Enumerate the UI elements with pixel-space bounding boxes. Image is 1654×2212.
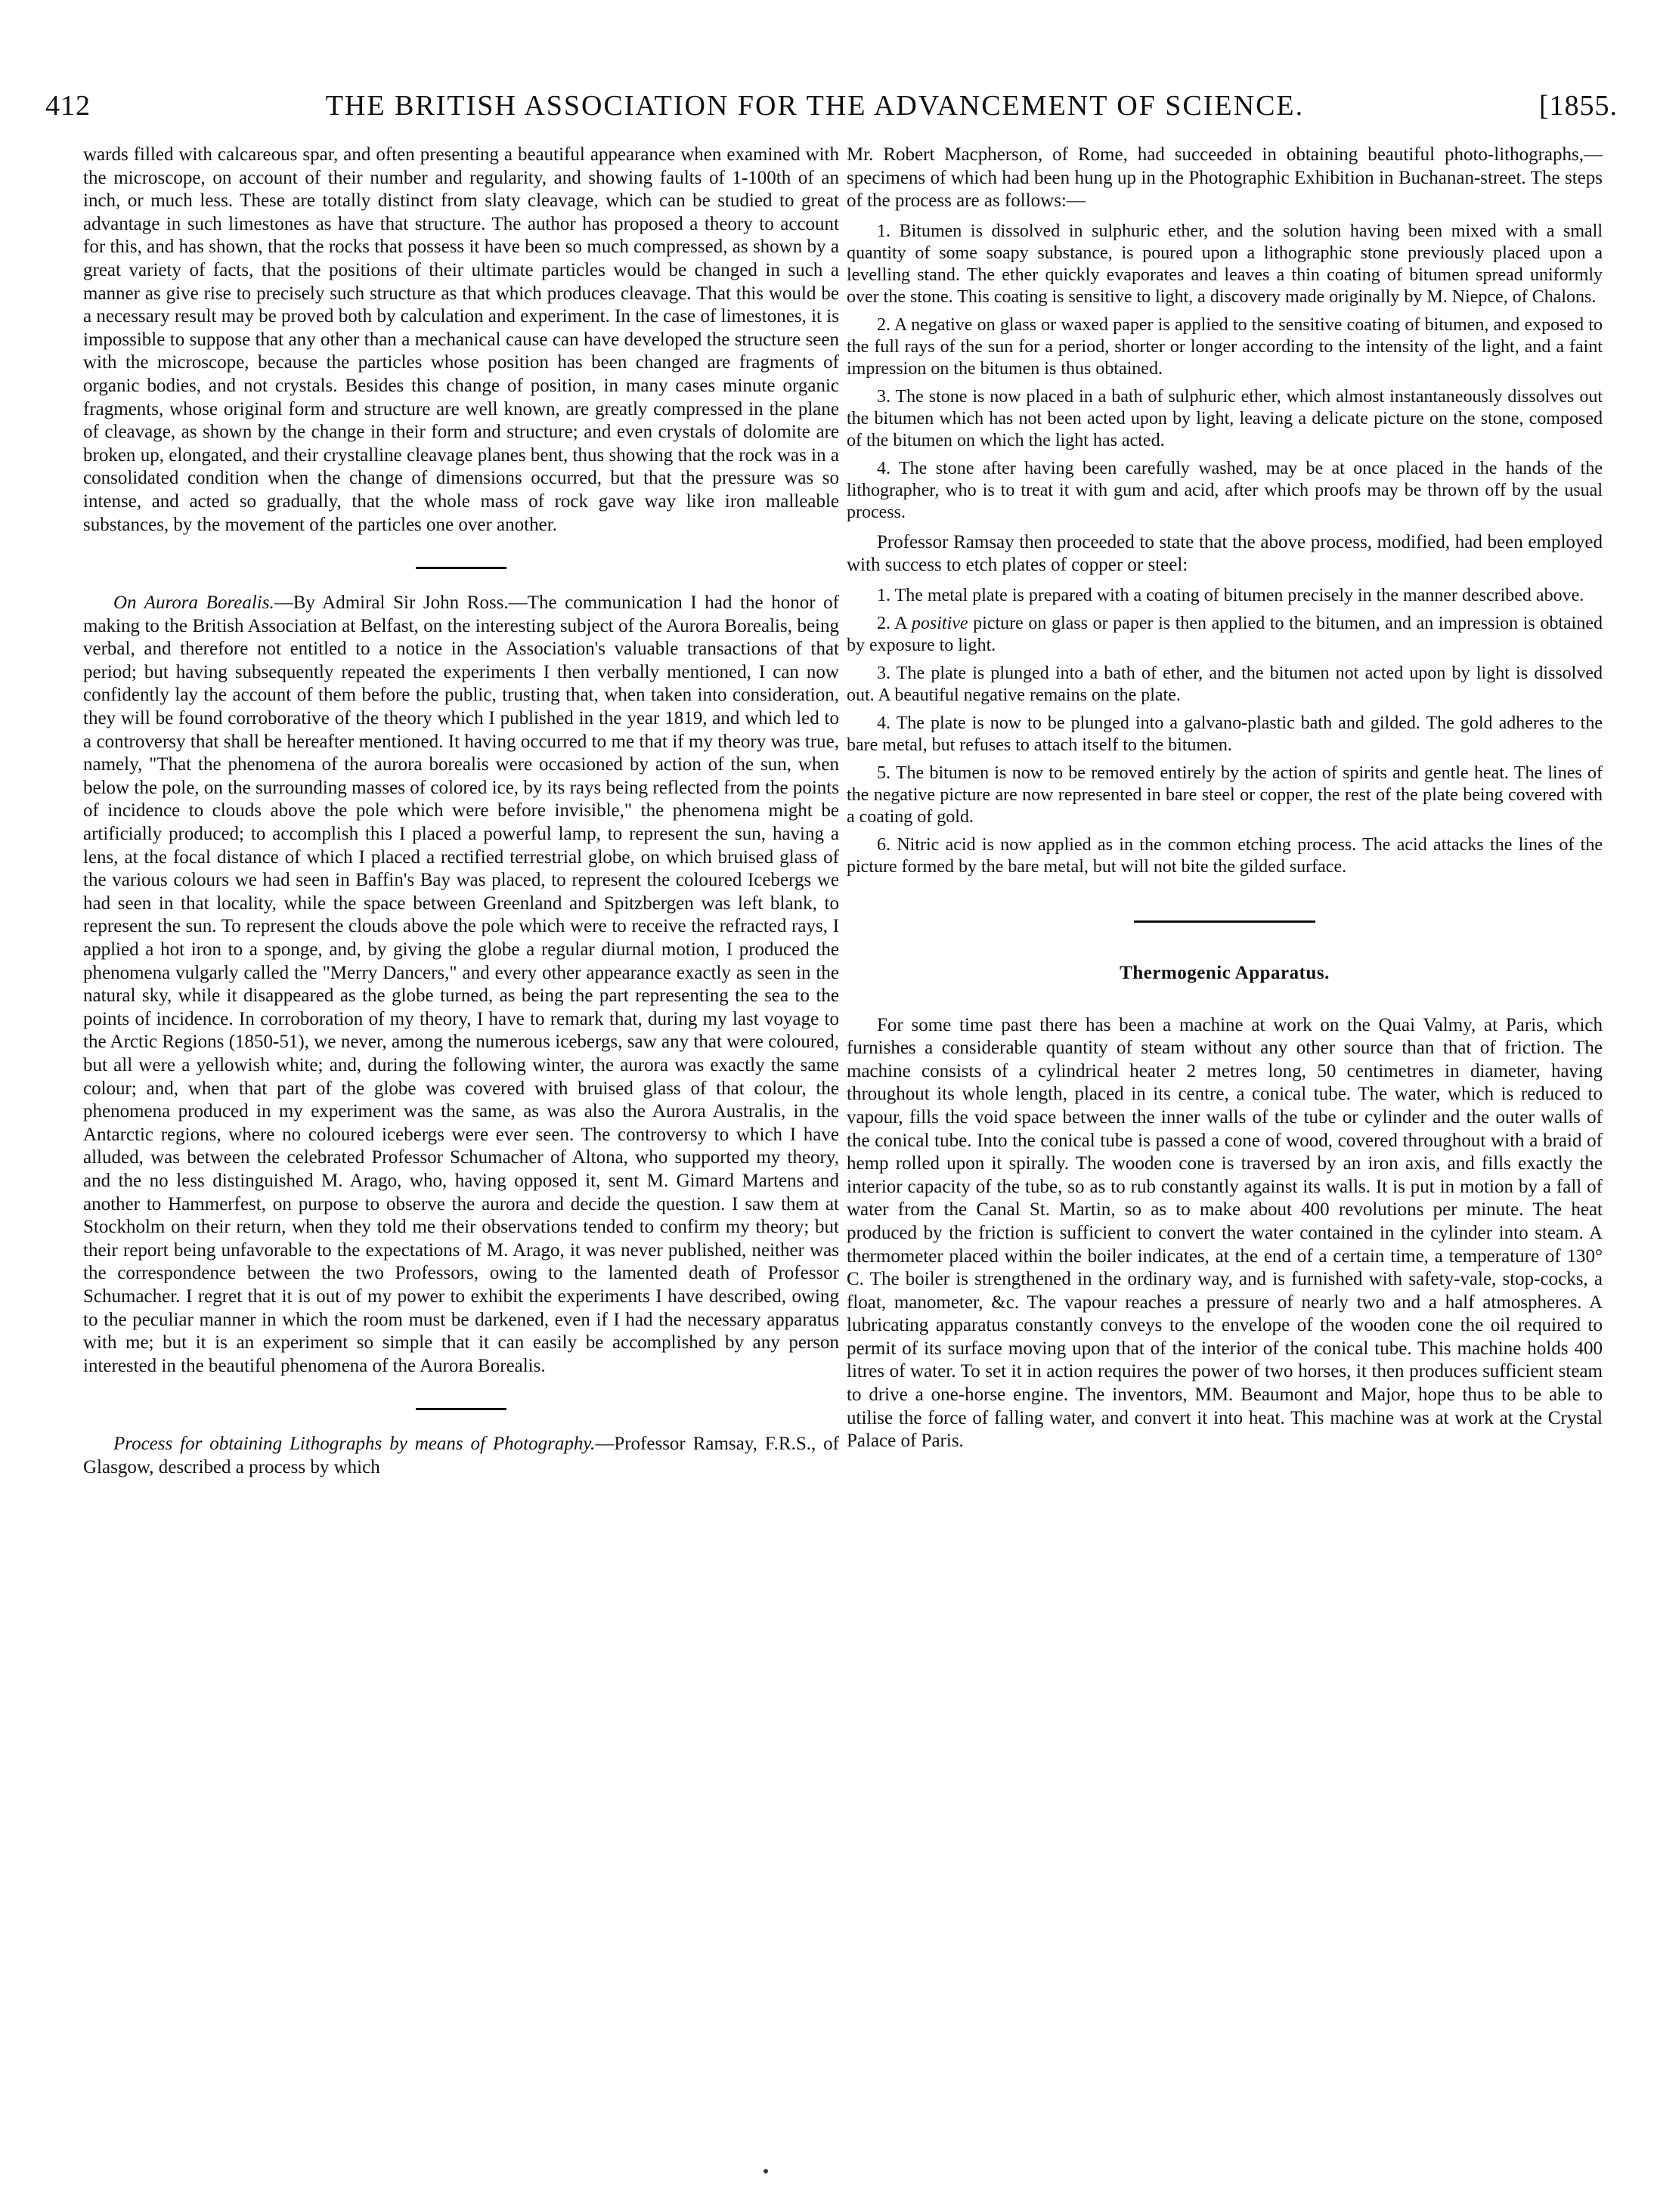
litho-step: 1. Bitumen is dissolved in sulphuric ether, and the solution having been mixed with a small quantity of some soapy substance, is poured upon a lithographic stone previously placed upon a levelling stand. The ether quickly evaporates and leaves a thin coating of bitumen spread uniformly over the stone. This coating is sensitive to light, a discovery made originally by M. Niepce, of Chalons.	[847, 221, 1603, 307]
plate-step: 3. The plate is plunged into a bath of ether, and the bitumen not acted upon by light is dissolved out. A beautiful negative remains on the plate.	[847, 663, 1603, 705]
plate-step-prefix: 2. A	[877, 613, 912, 633]
section-divider	[1134, 920, 1315, 923]
plate-step: 6. Nitric acid is now applied as in the common etching process. The acid attacks the lines of the picture formed by the bare metal, but will not bite the gilded surface.	[847, 834, 1603, 877]
plate-step-rest: picture on glass or paper is then applied to the bitumen, and an impression is obtained by exposure to light.	[847, 613, 1603, 655]
section-divider	[416, 567, 506, 569]
litho-step: 4. The stone after having been carefully washed, may be at once placed in the hands of the lithographer, who is to treat it with gum and acid, after which proofs may be thrown off by the usual process.	[847, 458, 1603, 522]
litho-title: Process for obtaining Lithographs by means of Photography.	[113, 1434, 596, 1455]
page-number: 412	[45, 90, 91, 122]
running-header	[45, 89, 1618, 135]
left-column	[83, 144, 839, 1479]
right-column	[847, 144, 1603, 1453]
running-title: THE BRITISH ASSOCIATION FOR THE ADVANCEMENT OF SCIENCE.	[325, 90, 1305, 122]
print-speck	[764, 2169, 768, 2173]
section-divider	[416, 1408, 506, 1410]
year-label: [1855.	[1538, 90, 1618, 122]
aurora-article	[83, 592, 839, 1378]
plate-step: 4. The plate is now to be plunged into a galvano-plastic bath and gilded. The gold adheres to the bare metal, but refuses to attach itself to the bitumen.	[847, 713, 1603, 755]
ramsay-paragraph: Professor Ramsay then proceeded to state that the above process, modified, had been employed with success to etch plates of copper or steel:	[847, 531, 1603, 576]
aurora-byline: —By Admiral Sir John Ross.	[274, 592, 509, 614]
plate-step-emphasis: positive	[911, 613, 968, 633]
aurora-body: —The communication I had the honor of making to the British Association at Belfast, on the interesting subject of the Aurora Borealis, being verbal, and therefore not entitled to a notice in the Association's valuable transactions of that period; but having subsequently repeated the experiments I then verbally mentioned, I can now confidently lay the account of them before the public, trusting that, when taken into consideration, they will be found corroborative of the theory which I published in the year 1819, and which led to a controversy that shall be hereafter mentioned. It having occurred to me that if my theory was true, namely, "That the phenomena of the aurora borealis were occasioned by action of the sun, when below the pole, on the surrounding masses of colored ice, by its rays being reflected from the points of incidence to clouds above the pole which were before invisible," the phenomena might be artificially produced; to accomplish this I placed a powerful lamp, to represent the sun, having a lens, at the focal distance of which I placed a rectified terrestrial globe, on which bruised glass of the various colours we had seen in Baffin's Bay was placed, to represent the coloured Icebergs we had seen in that locality, while the space between Greenland and Spitzbergen was left blank, to represent the sun. To represent the clouds above the pole which were to receive the refracted rays, I applied a hot iron to a sponge, and, by giving the globe a regular diurnal motion, I produced the phenomena vulgarly called the "Merry Dancers," and every other appearance exactly as seen in the natural sky, while it disappeared as the globe turned, as being the part representing the sea to the points of incidence. In corroboration of my theory, I have to remark that, during my last voyage to the Arctic Regions (1850-51), we never, among the numerous icebergs, saw any that were coloured, but all were a yellowish white; and, during the following winter, the aurora was exactly the same colour; and, when that part of the globe was covered with bruised glass of that colour, the phenomena produced in my experiment was the same, as was also the Aurora Australis, in the Antarctic regions, where no coloured icebergs were ever seen. The controversy to which I have alluded, was between the celebrated Professor Schumacher of Altona, who supported my theory, and the no less distinguished M. Arago, who, having opposed it, sent M. Gimard Martens and another to Hammerfest, on purpose to observe the aurora and decide the question. I saw them at Stockholm on their return, when they told me their observations tended to confirm my theory; but their report being unfavorable to the expectations of M. Arago, it was never published, neither was the correspondence between the two Professors, owing to the lamented death of Professor Schumacher. I regret that it is out of my power to exhibit the experiments I have described, owing to the peculiar manner in which the room must be darkened, even if I had the necessary apparatus with me; but it is an experiment so simple that it can easily be accomplished by any person interested in the beautiful phenomena of the Aurora Borealis.	[83, 592, 839, 1376]
aurora-title: On Aurora Borealis.	[113, 592, 274, 614]
plate-step: 1. The metal plate is prepared with a coating of bitumen precisely in the manner described above.	[877, 585, 1584, 605]
litho-step: 3. The stone is now placed in a bath of sulphuric ether, which almost instantaneously dissolves out the bitumen which has not been acted upon by light, leaving a delicate picture on the stone, composed of the bitumen on which the light has acted.	[847, 386, 1603, 450]
litho-continuation: Mr. Robert Macpherson, of Rome, had succeeded in obtaining beautiful photo-lithographs,—specimens of which had been hung up in the Photographic Exhibition in Buchanan-street. The steps of the process are as follows:—	[847, 144, 1603, 212]
litho-article	[83, 1433, 839, 1479]
litho-body-start: —Professor Ramsay, F.R.S., of Glasgow, described a process by which	[83, 1434, 839, 1477]
thermo-heading: Thermogenic Apparatus.	[1120, 962, 1330, 983]
thermo-paragraph: For some time past there has been a machine at work on the Quai Valmy, at Paris, which furnishes a considerable quantity of steam without any other source than that of friction. The machine consists of a cylindrical heater 2 metres long, 50 centimetres in diameter, having throughout its whole length, placed in its centre, a conical tube. The water, which is reduced to vapour, fills the void space between the inner walls of the tube or cylinder and the outer walls of the conical tube. Into the conical tube is passed a cone of wood, covered throughout with a braid of hemp rolled upon it spirally. The wooden cone is traversed by an iron axis, and fills exactly the interior capacity of the tube, so as to rub constantly against its walls. It is put in motion by a fall of water from the Canal St. Martin, so as to make about 400 revolutions per minute. The heat produced by the friction is sufficient to convert the water contained in the cylinder into steam. A thermometer placed within the boiler indicates, at the end of a certain time, a temperature of 130° C. The boiler is strengthened in the ordinary way, and is furnished with safety-vale, stop-cocks, a float, manometer, &c. The vapour reaches a pressure of nearly two and a half atmospheres. A lubricating apparatus constantly conveys to the envelope of the wooden cone the oil required to permit of its surface moving upon that of the interior of the conical tube. This machine holds 400 litres of water. To set it in action requires the power of two horses, it then produces sufficient steam to drive a one-horse engine. The inventors, MM. Beaumont and Major, hope thus to be able to utilise the force of falling water, and convert it into heat. This machine was at work at the Crystal Palace of Paris.	[847, 1014, 1603, 1452]
plate-step: 5. The bitumen is now to be removed entirely by the action of spirits and gentle heat. The lines of the negative picture are now represented in bare steel or copper, the rest of the plate being covered with a coating of gold.	[847, 763, 1603, 827]
cleavage-paragraph: wards filled with calcareous spar, and often presenting a beautiful appearance when examined with the microscope, on account of their number and regularity, and showing faults of 1-100th of an inch, or much less. These are totally distinct from slaty cleavage, which can be studied to great advantage in such limestones as have that structure. The author has proposed a theory to account for this, and has shown, that the rocks that possess it have been so much compressed, as shown by a great variety of facts, that the positions of their ultimate particles would be changed in such a manner as give rise to precisely such structure as that which produces cleavage. That this would be a necessary result may be proved both by calculation and experiment. In the case of limestones, it is impossible to suppose that any other than a mechanical cause can have developed the structure seen with the microscope, because the particles whose position has been changed are fragments of organic bodies, and not crystals. Besides this change of position, in many cases minute organic fragments, whose original form and structure are well known, are greatly compressed in the plane of cleavage, as shown by the change in their form and structure; and even crystals of dolomite are broken up, elongated, and their crystalline cleavage planes bent, thus showing that the rock was in a consolidated condition when the change of dimensions occurred, but that the pressure was so intense, and acted so gradually, that the whole mass of rock gave way like iron malleable substances, by the movement of the particles one over another.	[83, 144, 839, 535]
litho-step: 2. A negative on glass or waxed paper is applied to the sensitive coating of bitumen, and exposed to the full rays of the sun for a period, shorter or longer according to the intensity of the light, and a faint impression on the bitumen is thus obtained.	[847, 314, 1603, 379]
plate-step	[847, 613, 1603, 657]
